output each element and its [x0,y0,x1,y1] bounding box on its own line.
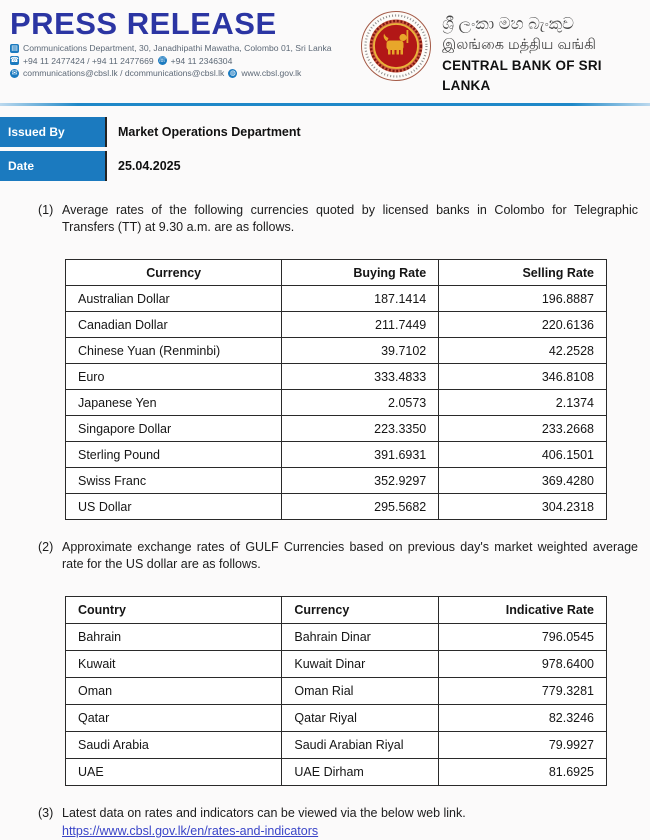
globe-icon: ◍ [229,69,236,77]
paragraph-1-text: Average rates of the following currencies quoted by licensed banks in Colombo for Telegraphic Transfers (TT) at 9.30 a.m. are as follows. [62,203,638,234]
email-icon: ✉ [11,69,18,77]
table-row [66,416,607,442]
paragraph-2-text: Approximate exchange rates of GULF Currencies based on previous day's market weighted average rate for the US dollar are as follows. [62,540,638,571]
table-cell: Euro [66,364,282,390]
table-cell: Sterling Pound [66,442,282,468]
table-cell: Bahrain [66,624,282,651]
date-row [0,151,650,181]
contact-email-line [10,67,360,80]
paragraph-3-number: (3) [38,806,54,820]
contact-emails: communications@cbsl.lk / dcommunications@cbsl.lk [23,68,225,78]
table-row [66,732,607,759]
page-title: PRESS RELEASE [10,6,277,41]
table-cell: 978.6400 [439,651,607,678]
column-header: Indicative Rate [439,597,607,624]
gulf-rates-table [65,596,607,786]
bank-name-tamil: இலங்கை மத்திய வங்கி [442,37,596,53]
date-value: 25.04.2025 [118,159,181,173]
contact-phones: +94 11 2477424 / +94 11 2477669 [23,55,154,66]
table-row [66,651,607,678]
table-row [66,338,607,364]
table-cell: Qatar Riyal [282,705,439,732]
table-cell: Chinese Yuan (Renminbi) [66,338,282,364]
column-header: Country [66,597,282,624]
column-header: Currency [282,597,439,624]
table-cell: Kuwait Dinar [282,651,439,678]
fax-icon: ☏ [157,57,167,65]
table-row [66,312,607,338]
header-divider [0,103,650,106]
table-row [66,678,607,705]
column-header: Selling Rate [439,260,607,286]
table-cell: 220.6136 [439,312,607,338]
table-cell: US Dollar [66,494,282,520]
paragraph-3 [38,805,638,822]
contact-fax: +94 11 2346304 [170,55,233,66]
paragraph-1 [38,202,638,236]
table-cell: 295.5682 [282,494,439,520]
table-row [66,390,607,416]
table-cell: 2.0573 [282,390,439,416]
press-release-header [0,0,650,96]
table-cell: Bahrain Dinar [282,624,439,651]
table-cell: 233.2668 [439,416,607,442]
issued-by-row [0,117,650,147]
table-row [66,442,607,468]
table-row [66,759,607,786]
bank-name-block [442,10,642,96]
table-cell: 346.8108 [439,364,607,390]
table-cell: Oman [66,678,282,705]
table-cell: Saudi Arabia [66,732,282,759]
table-cell: 81.6925 [439,759,607,786]
table-cell: 79.9927 [439,732,607,759]
meta-block [0,117,650,181]
paragraph-2-number: (2) [38,540,54,554]
table-cell: 211.7449 [282,312,439,338]
header-left [10,6,360,96]
issued-by-value: Market Operations Department [118,125,301,139]
paragraph-3-text: Latest data on rates and indicators can be viewed via the below web link. [62,806,466,820]
table-row [66,494,607,520]
table-row [66,624,607,651]
table-cell: 352.9297 [282,468,439,494]
table-cell: 39.7102 [282,338,439,364]
table-cell: 333.4833 [282,364,439,390]
table-cell: 779.3281 [439,678,607,705]
phone-icon: ☎ [10,57,19,65]
table-cell: 42.2528 [439,338,607,364]
building-icon: ▤ [11,44,18,52]
paragraph-2 [38,539,638,573]
bank-name-english: CENTRAL BANK OF SRI LANKA [442,58,602,93]
paragraph-1-number: (1) [38,203,54,217]
table-cell: Swiss Franc [66,468,282,494]
table-cell: Saudi Arabian Riyal [282,732,439,759]
table-cell: Canadian Dollar [66,312,282,338]
column-header: Buying Rate [282,260,439,286]
table-cell: 223.3350 [282,416,439,442]
column-header: Currency [66,260,282,286]
contact-website: www.cbsl.gov.lk [241,68,302,78]
table-cell: 187.1414 [282,286,439,312]
table-cell: Qatar [66,705,282,732]
table-cell: 391.6931 [282,442,439,468]
table-row [66,286,607,312]
table-header-row [66,597,607,624]
table-cell: 2.1374 [439,390,607,416]
table-cell: 304.2318 [439,494,607,520]
table-header-row [66,260,607,286]
table-row [66,468,607,494]
bank-name-sinhala: ශ්‍රී ලංකා මහ බැංකුව [442,15,575,33]
table-cell: UAE [66,759,282,786]
table-row [66,364,607,390]
table-row [66,705,607,732]
table-cell: Oman Rial [282,678,439,705]
contact-address: Communications Department, 30, Janadhipathi Mawatha, Colombo 01, Sri Lanka [23,43,332,53]
table-cell: 196.8887 [439,286,607,312]
contact-phone-line [10,55,360,68]
table-cell: Kuwait [66,651,282,678]
rates-indicators-link[interactable]: https://www.cbsl.gov.lk/en/rates-and-indicators [62,824,319,838]
table-cell: Australian Dollar [66,286,282,312]
central-bank-logo-icon [360,10,432,87]
table-cell: UAE Dirham [282,759,439,786]
table-cell: 82.3246 [439,705,607,732]
table-cell: 796.0545 [439,624,607,651]
tt-rates-table [65,259,607,520]
table-cell: 369.4280 [439,468,607,494]
table-cell: 406.1501 [439,442,607,468]
issued-by-label: Issued By [0,117,107,147]
date-label: Date [0,151,107,181]
table-cell: Japanese Yen [66,390,282,416]
header-right [360,6,642,96]
contact-address-line [10,42,360,55]
table-cell: Singapore Dollar [66,416,282,442]
